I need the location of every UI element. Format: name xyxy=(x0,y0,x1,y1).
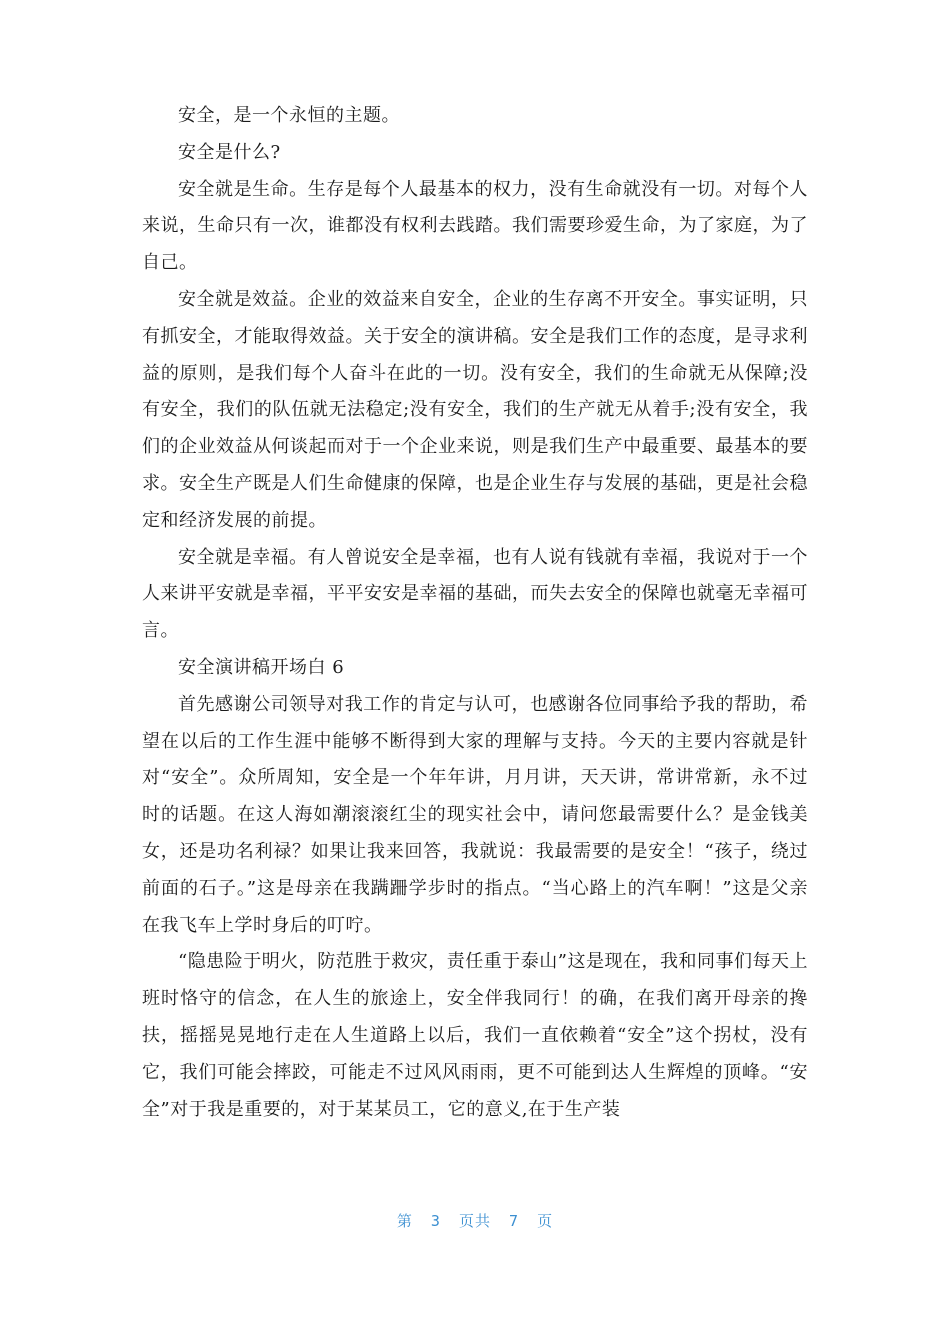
page-number-footer: 第 3 页共 7 页 xyxy=(396,1212,554,1230)
paragraph: 安全，是一个永恒的主题。 xyxy=(178,105,400,126)
paragraph: 安全就是效益。企业的效益来自安全，企业的生存离不开安全。事实证明，只有抓安全，才能取得效益。关于安全的演讲稿。安全是我们工作的态度，是寻求利益的原则，是我们每个人奋斗在此的一切。没有安全，我们的生命就无从保障;没有安全，我们的队伍就无法稳定;没有安全，我们的生产就无从着手;没有安全，我们的企业效益从何谈起而对于一个企业来说，则是我们生产中最重要、最基本的要求。安全生产既是人们生命健康的保障，也是企业生存与发展的基础，更是社会稳定和经济发展的前提。 xyxy=(142,288,808,531)
section-heading: 安全演讲稿开场白 6 xyxy=(178,656,345,678)
document-body xyxy=(142,98,808,1128)
paragraph: 安全是什么? xyxy=(178,141,281,163)
paragraph: 首先感谢公司领导对我工作的肯定与认可，也感谢各位同事给予我的帮助，希望在以后的工作生涯中能够不断得到大家的理解与支持。今天的主要内容就是针对“安全”。众所周知，安全是一个年年讲，月月讲，天天讲，常讲常新，永不过时的话题。在这人海如潮滚滚红尘的现实社会中，请问您最需要什么？是金钱美女，还是功名利禄？如果让我来回答，我就说：我最需要的是安全！“孩子，绕过前面的石子。”这是母亲在我蹒跚学步时的指点。“当心路上的汽车啊！”这是父亲在我飞车上学时身后的叮咛。 xyxy=(142,693,808,936)
paragraph: 安全就是幸福。有人曾说安全是幸福，也有人说有钱就有幸福，我说对于一个人来讲平安就是幸福，平平安安是幸福的基础，而失去安全的保障也就毫无幸福可言。 xyxy=(142,546,808,642)
paragraph: 安全就是生命。生存是每个人最基本的权力，没有生命就没有一切。对每个人来说，生命只有一次，谁都没有权利去践踏。我们需要珍爱生命，为了家庭，为了自己。 xyxy=(142,178,808,274)
paragraph: “隐患险于明火，防范胜于救灾，责任重于泰山”这是现在，我和同事们每天上班时恪守的信念，在人生的旅途上，安全伴我同行！的确，在我们离开母亲的搀扶，摇摇晃晃地行走在人生道路上以后，我们一直依赖着“安全”这个拐杖，没有它，我们可能会摔跤，可能走不过风风雨雨，更不可能到达人生辉煌的顶峰。“安全”对于我是重要的，对于某某员工，它的意义,在于生产装 xyxy=(142,951,808,1120)
